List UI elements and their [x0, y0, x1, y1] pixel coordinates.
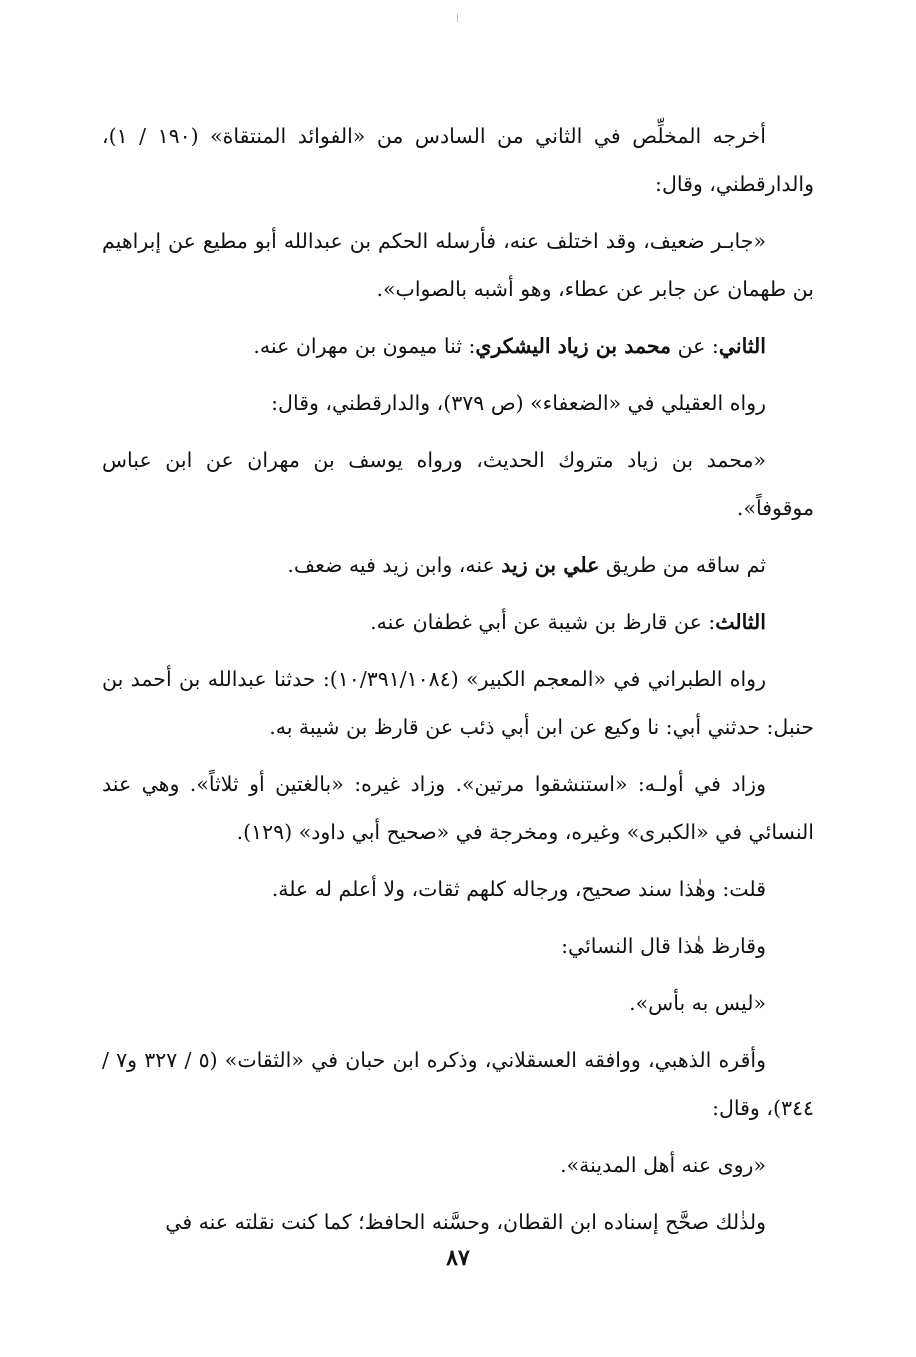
paragraph-2-text: «جابـر ضعيف، وقد اختلف عنه، فأرسله الحكم بن عبدالله أبو مطيع عن إبراهيم بن طهمان عن جابر عن عطاء، وهو أشبه بالصواب».: [102, 229, 814, 301]
paragraph-3-text: : عن: [671, 334, 719, 358]
paragraph-11-text: وقارظ هٰذا قال النسائي:: [561, 934, 766, 958]
paragraph-15-text: ولذٰلك صحَّح إسناده ابن القطان، وحسَّنه الحافظ؛ كما كنت نقلته عنه في: [165, 1210, 766, 1234]
paragraph-6-tail: عنه، وابن زيد فيه ضعف.: [287, 553, 502, 577]
paragraph-13: [102, 1036, 814, 1132]
paragraph-5: [102, 436, 814, 532]
paragraph-4: [102, 379, 814, 427]
paragraph-4-text: رواه العقيلي في «الضعفاء» (ص ٣٧٩)، والدارقطني، وقال:: [271, 391, 766, 415]
paragraph-12: [102, 979, 814, 1027]
paragraph-11: [102, 922, 814, 970]
paragraph-9-text: وزاد في أولـه: «استنشقوا مرتين». وزاد غيره: «بالغتين أو ثلاثاً». وهي عند النسائي في «الكبرى» وغيره، ومخرجة في «صحيح أبي داود» (١٢٩).: [102, 772, 814, 844]
paragraph-14-text: «روى عنه أهل المدينة».: [560, 1153, 766, 1177]
paragraph-15: [102, 1198, 814, 1246]
page-text-body: [102, 112, 814, 1246]
paragraph-3-tail: : ثنا ميمون بن مهران عنه.: [253, 334, 476, 358]
paragraph-13-text: وأقره الذهبي، ووافقه العسقلاني، وذكره ابن حبان في «الثقات» (٥ / ٣٢٧ و٧ / ٣٤٤)، وقال:: [102, 1048, 814, 1120]
paragraph-6: [102, 541, 814, 589]
paragraph-7-text: : عن قارظ بن شيبة عن أبي غطفان عنه.: [370, 610, 716, 634]
paragraph-3: [102, 322, 814, 370]
paragraph-5-text: «محمد بن زياد متروك الحديث، ورواه يوسف بن مهران عن ابن عباس موقوفاً».: [102, 448, 814, 520]
paragraph-7: [102, 598, 814, 646]
page-number: ٨٧: [446, 1245, 470, 1271]
paragraph-3-lead: الثاني: [718, 334, 766, 358]
top-margin-mark: [457, 14, 458, 22]
paragraph-12-text: «ليس به بأس».: [629, 991, 766, 1015]
paragraph-7-lead: الثالث: [715, 610, 766, 634]
paragraph-9: [102, 760, 814, 856]
paragraph-6-strong: علي بن زيد: [501, 553, 600, 577]
paragraph-3-strong: محمد بن زياد اليشكري: [475, 334, 672, 358]
paragraph-10: [102, 865, 814, 913]
paragraph-14: [102, 1141, 814, 1189]
paragraph-8-text: رواه الطبراني في «المعجم الكبير» (١٠/٣٩١/١٠٨٤): حدثنا عبدالله بن أحمد بن حنبل: حدثني أبي: نا وكيع عن ابن أبي ذئب عن قارظ بن شيبة به.: [102, 667, 814, 739]
paragraph-6-text: ثم ساقه من طريق: [599, 553, 766, 577]
paragraph-10-text: قلت: وهٰذا سند صحيح، ورجاله كلهم ثقات، ولا أعلم له علة.: [271, 877, 766, 901]
paragraph-1: [102, 112, 814, 208]
paragraph-2: [102, 217, 814, 313]
paragraph-8: [102, 655, 814, 751]
paragraph-1-text: أخرجه المخلِّص في الثاني من السادس من «الفوائد المنتقاة» (١٩٠ / ١)، والدارقطني، وقال:: [102, 124, 814, 196]
